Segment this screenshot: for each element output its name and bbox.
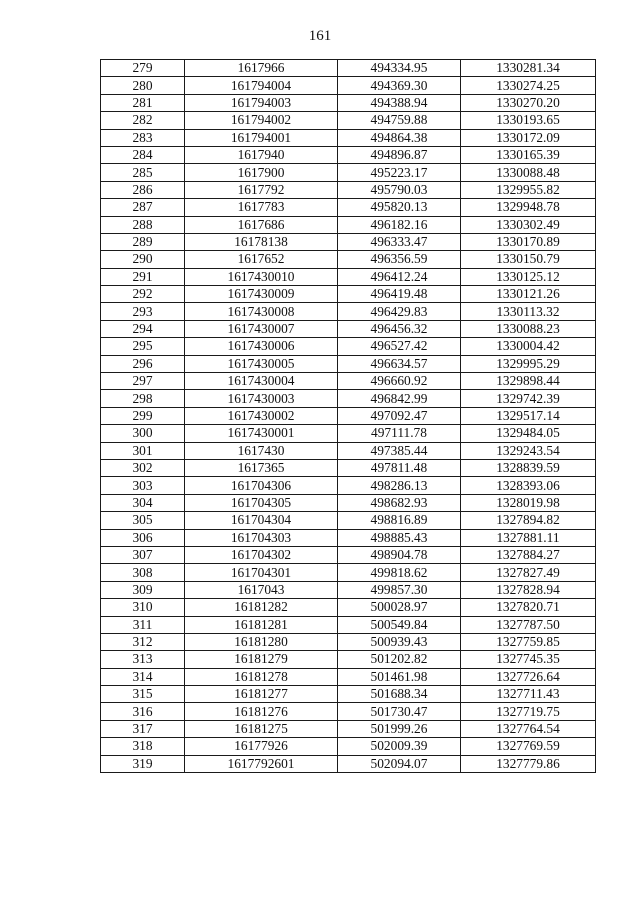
table-row	[101, 546, 596, 563]
y-coordinate-cell: 1327881.11	[461, 529, 596, 546]
y-coordinate-cell: 1330193.65	[461, 112, 596, 129]
x-coordinate-cell: 501999.26	[338, 720, 461, 737]
point-id-cell: 161704301	[185, 564, 338, 581]
y-coordinate-cell: 1329484.05	[461, 425, 596, 442]
row-number-cell: 284	[101, 146, 185, 163]
table-row	[101, 442, 596, 459]
row-number-cell: 304	[101, 494, 185, 511]
y-coordinate-cell: 1327827.49	[461, 564, 596, 581]
point-id-cell: 1617783	[185, 199, 338, 216]
y-coordinate-cell: 1327759.85	[461, 633, 596, 650]
table-row	[101, 181, 596, 198]
y-coordinate-cell: 1327779.86	[461, 755, 596, 772]
row-number-cell: 312	[101, 633, 185, 650]
y-coordinate-cell: 1330088.23	[461, 320, 596, 337]
y-coordinate-cell: 1330125.12	[461, 268, 596, 285]
y-coordinate-cell: 1327769.59	[461, 738, 596, 755]
x-coordinate-cell: 496182.16	[338, 216, 461, 233]
y-coordinate-cell: 1329898.44	[461, 373, 596, 390]
point-id-cell: 1617430002	[185, 407, 338, 424]
table-row	[101, 303, 596, 320]
table-row	[101, 112, 596, 129]
x-coordinate-cell: 499818.62	[338, 564, 461, 581]
point-id-cell: 161704302	[185, 546, 338, 563]
y-coordinate-cell: 1330274.25	[461, 77, 596, 94]
x-coordinate-cell: 495223.17	[338, 164, 461, 181]
row-number-cell: 286	[101, 181, 185, 198]
point-id-cell: 1617652	[185, 251, 338, 268]
table-row	[101, 616, 596, 633]
row-number-cell: 283	[101, 129, 185, 146]
y-coordinate-cell: 1329995.29	[461, 355, 596, 372]
x-coordinate-cell: 500028.97	[338, 599, 461, 616]
x-coordinate-cell: 495820.13	[338, 199, 461, 216]
x-coordinate-cell: 496429.83	[338, 303, 461, 320]
x-coordinate-cell: 496333.47	[338, 233, 461, 250]
x-coordinate-cell: 494896.87	[338, 146, 461, 163]
row-number-cell: 281	[101, 94, 185, 111]
point-id-cell: 1617686	[185, 216, 338, 233]
x-coordinate-cell: 501730.47	[338, 703, 461, 720]
point-id-cell: 1617430001	[185, 425, 338, 442]
y-coordinate-cell: 1327764.54	[461, 720, 596, 737]
point-id-cell: 1617430007	[185, 320, 338, 337]
y-coordinate-cell: 1329742.39	[461, 390, 596, 407]
table-row	[101, 425, 596, 442]
point-id-cell: 1617430003	[185, 390, 338, 407]
row-number-cell: 299	[101, 407, 185, 424]
table-row	[101, 338, 596, 355]
y-coordinate-cell: 1330121.26	[461, 286, 596, 303]
y-coordinate-cell: 1330165.39	[461, 146, 596, 163]
x-coordinate-cell: 496527.42	[338, 338, 461, 355]
y-coordinate-cell: 1327828.94	[461, 581, 596, 598]
table-row	[101, 77, 596, 94]
row-number-cell: 315	[101, 686, 185, 703]
y-coordinate-cell: 1329243.54	[461, 442, 596, 459]
row-number-cell: 292	[101, 286, 185, 303]
x-coordinate-cell: 501688.34	[338, 686, 461, 703]
row-number-cell: 280	[101, 77, 185, 94]
point-id-cell: 16181277	[185, 686, 338, 703]
table-row	[101, 581, 596, 598]
point-id-cell: 1617365	[185, 459, 338, 476]
y-coordinate-cell: 1330170.89	[461, 233, 596, 250]
y-coordinate-cell: 1330150.79	[461, 251, 596, 268]
y-coordinate-cell: 1327711.43	[461, 686, 596, 703]
x-coordinate-cell: 496842.99	[338, 390, 461, 407]
x-coordinate-cell: 495790.03	[338, 181, 461, 198]
row-number-cell: 287	[101, 199, 185, 216]
table-row	[101, 320, 596, 337]
point-id-cell: 1617430006	[185, 338, 338, 355]
point-id-cell: 1617430010	[185, 268, 338, 285]
table-row	[101, 251, 596, 268]
point-id-cell: 1617900	[185, 164, 338, 181]
table-row	[101, 164, 596, 181]
point-id-cell: 161794004	[185, 77, 338, 94]
point-id-cell: 1617792	[185, 181, 338, 198]
row-number-cell: 288	[101, 216, 185, 233]
x-coordinate-cell: 500939.43	[338, 633, 461, 650]
x-coordinate-cell: 502094.07	[338, 755, 461, 772]
x-coordinate-cell: 498904.78	[338, 546, 461, 563]
row-number-cell: 290	[101, 251, 185, 268]
x-coordinate-cell: 501202.82	[338, 651, 461, 668]
y-coordinate-cell: 1327726.64	[461, 668, 596, 685]
row-number-cell: 313	[101, 651, 185, 668]
row-number-cell: 309	[101, 581, 185, 598]
y-coordinate-cell: 1330172.09	[461, 129, 596, 146]
table-row	[101, 459, 596, 476]
table-row	[101, 755, 596, 772]
table-row	[101, 199, 596, 216]
point-id-cell: 16177926	[185, 738, 338, 755]
point-id-cell: 161704304	[185, 512, 338, 529]
y-coordinate-cell: 1327719.75	[461, 703, 596, 720]
x-coordinate-cell: 498286.13	[338, 477, 461, 494]
coordinates-table	[100, 59, 596, 773]
table-row	[101, 407, 596, 424]
point-id-cell: 16181278	[185, 668, 338, 685]
y-coordinate-cell: 1327894.82	[461, 512, 596, 529]
x-coordinate-cell: 496412.24	[338, 268, 461, 285]
y-coordinate-cell: 1330004.42	[461, 338, 596, 355]
row-number-cell: 296	[101, 355, 185, 372]
table-row	[101, 738, 596, 755]
x-coordinate-cell: 494388.94	[338, 94, 461, 111]
x-coordinate-cell: 497385.44	[338, 442, 461, 459]
table-row	[101, 599, 596, 616]
x-coordinate-cell: 499857.30	[338, 581, 461, 598]
table-row	[101, 216, 596, 233]
x-coordinate-cell: 497092.47	[338, 407, 461, 424]
row-number-cell: 307	[101, 546, 185, 563]
point-id-cell: 161704306	[185, 477, 338, 494]
row-number-cell: 294	[101, 320, 185, 337]
y-coordinate-cell: 1328393.06	[461, 477, 596, 494]
y-coordinate-cell: 1330302.49	[461, 216, 596, 233]
point-id-cell: 1617043	[185, 581, 338, 598]
row-number-cell: 310	[101, 599, 185, 616]
x-coordinate-cell: 502009.39	[338, 738, 461, 755]
row-number-cell: 282	[101, 112, 185, 129]
table-row	[101, 355, 596, 372]
x-coordinate-cell: 494759.88	[338, 112, 461, 129]
point-id-cell: 16181275	[185, 720, 338, 737]
point-id-cell: 161704303	[185, 529, 338, 546]
point-id-cell: 1617430008	[185, 303, 338, 320]
table-row	[101, 720, 596, 737]
table-row	[101, 477, 596, 494]
point-id-cell: 1617966	[185, 60, 338, 77]
y-coordinate-cell: 1327787.50	[461, 616, 596, 633]
row-number-cell: 319	[101, 755, 185, 772]
y-coordinate-cell: 1327884.27	[461, 546, 596, 563]
table-row	[101, 512, 596, 529]
row-number-cell: 305	[101, 512, 185, 529]
row-number-cell: 293	[101, 303, 185, 320]
y-coordinate-cell: 1329517.14	[461, 407, 596, 424]
table-body	[101, 60, 596, 773]
x-coordinate-cell: 496660.92	[338, 373, 461, 390]
table-row	[101, 233, 596, 250]
row-number-cell: 314	[101, 668, 185, 685]
table-row	[101, 668, 596, 685]
row-number-cell: 300	[101, 425, 185, 442]
point-id-cell: 1617430004	[185, 373, 338, 390]
table-row	[101, 94, 596, 111]
point-id-cell: 161794001	[185, 129, 338, 146]
x-coordinate-cell: 494864.38	[338, 129, 461, 146]
table-row	[101, 494, 596, 511]
point-id-cell: 161704305	[185, 494, 338, 511]
x-coordinate-cell: 497111.78	[338, 425, 461, 442]
row-number-cell: 318	[101, 738, 185, 755]
y-coordinate-cell: 1330088.48	[461, 164, 596, 181]
row-number-cell: 289	[101, 233, 185, 250]
row-number-cell: 306	[101, 529, 185, 546]
table-row	[101, 529, 596, 546]
y-coordinate-cell: 1328019.98	[461, 494, 596, 511]
point-id-cell: 161794002	[185, 112, 338, 129]
point-id-cell: 16181282	[185, 599, 338, 616]
row-number-cell: 317	[101, 720, 185, 737]
point-id-cell: 1617940	[185, 146, 338, 163]
x-coordinate-cell: 498885.43	[338, 529, 461, 546]
table-row	[101, 146, 596, 163]
y-coordinate-cell: 1329955.82	[461, 181, 596, 198]
row-number-cell: 311	[101, 616, 185, 633]
point-id-cell: 1617430	[185, 442, 338, 459]
x-coordinate-cell: 497811.48	[338, 459, 461, 476]
y-coordinate-cell: 1327820.71	[461, 599, 596, 616]
row-number-cell: 285	[101, 164, 185, 181]
point-id-cell: 1617430009	[185, 286, 338, 303]
y-coordinate-cell: 1330270.20	[461, 94, 596, 111]
x-coordinate-cell: 498682.93	[338, 494, 461, 511]
x-coordinate-cell: 500549.84	[338, 616, 461, 633]
table-row	[101, 633, 596, 650]
x-coordinate-cell: 496634.57	[338, 355, 461, 372]
point-id-cell: 16178138	[185, 233, 338, 250]
table-row	[101, 129, 596, 146]
point-id-cell: 16181279	[185, 651, 338, 668]
y-coordinate-cell: 1328839.59	[461, 459, 596, 476]
table-row	[101, 686, 596, 703]
row-number-cell: 308	[101, 564, 185, 581]
x-coordinate-cell: 498816.89	[338, 512, 461, 529]
table-row	[101, 564, 596, 581]
row-number-cell: 298	[101, 390, 185, 407]
y-coordinate-cell: 1329948.78	[461, 199, 596, 216]
row-number-cell: 302	[101, 459, 185, 476]
point-id-cell: 16181281	[185, 616, 338, 633]
row-number-cell: 279	[101, 60, 185, 77]
table-row	[101, 268, 596, 285]
row-number-cell: 295	[101, 338, 185, 355]
row-number-cell: 301	[101, 442, 185, 459]
point-id-cell: 1617792601	[185, 755, 338, 772]
row-number-cell: 291	[101, 268, 185, 285]
point-id-cell: 1617430005	[185, 355, 338, 372]
point-id-cell: 16181280	[185, 633, 338, 650]
page-number: 161	[308, 28, 332, 44]
x-coordinate-cell: 494334.95	[338, 60, 461, 77]
x-coordinate-cell: 496356.59	[338, 251, 461, 268]
y-coordinate-cell: 1327745.35	[461, 651, 596, 668]
x-coordinate-cell: 494369.30	[338, 77, 461, 94]
table-row	[101, 60, 596, 77]
row-number-cell: 316	[101, 703, 185, 720]
row-number-cell: 303	[101, 477, 185, 494]
x-coordinate-cell: 496456.32	[338, 320, 461, 337]
table-row	[101, 286, 596, 303]
table-row	[101, 390, 596, 407]
x-coordinate-cell: 496419.48	[338, 286, 461, 303]
table-row	[101, 651, 596, 668]
x-coordinate-cell: 501461.98	[338, 668, 461, 685]
y-coordinate-cell: 1330281.34	[461, 60, 596, 77]
y-coordinate-cell: 1330113.32	[461, 303, 596, 320]
point-id-cell: 16181276	[185, 703, 338, 720]
row-number-cell: 297	[101, 373, 185, 390]
table-row	[101, 703, 596, 720]
point-id-cell: 161794003	[185, 94, 338, 111]
table-row	[101, 373, 596, 390]
